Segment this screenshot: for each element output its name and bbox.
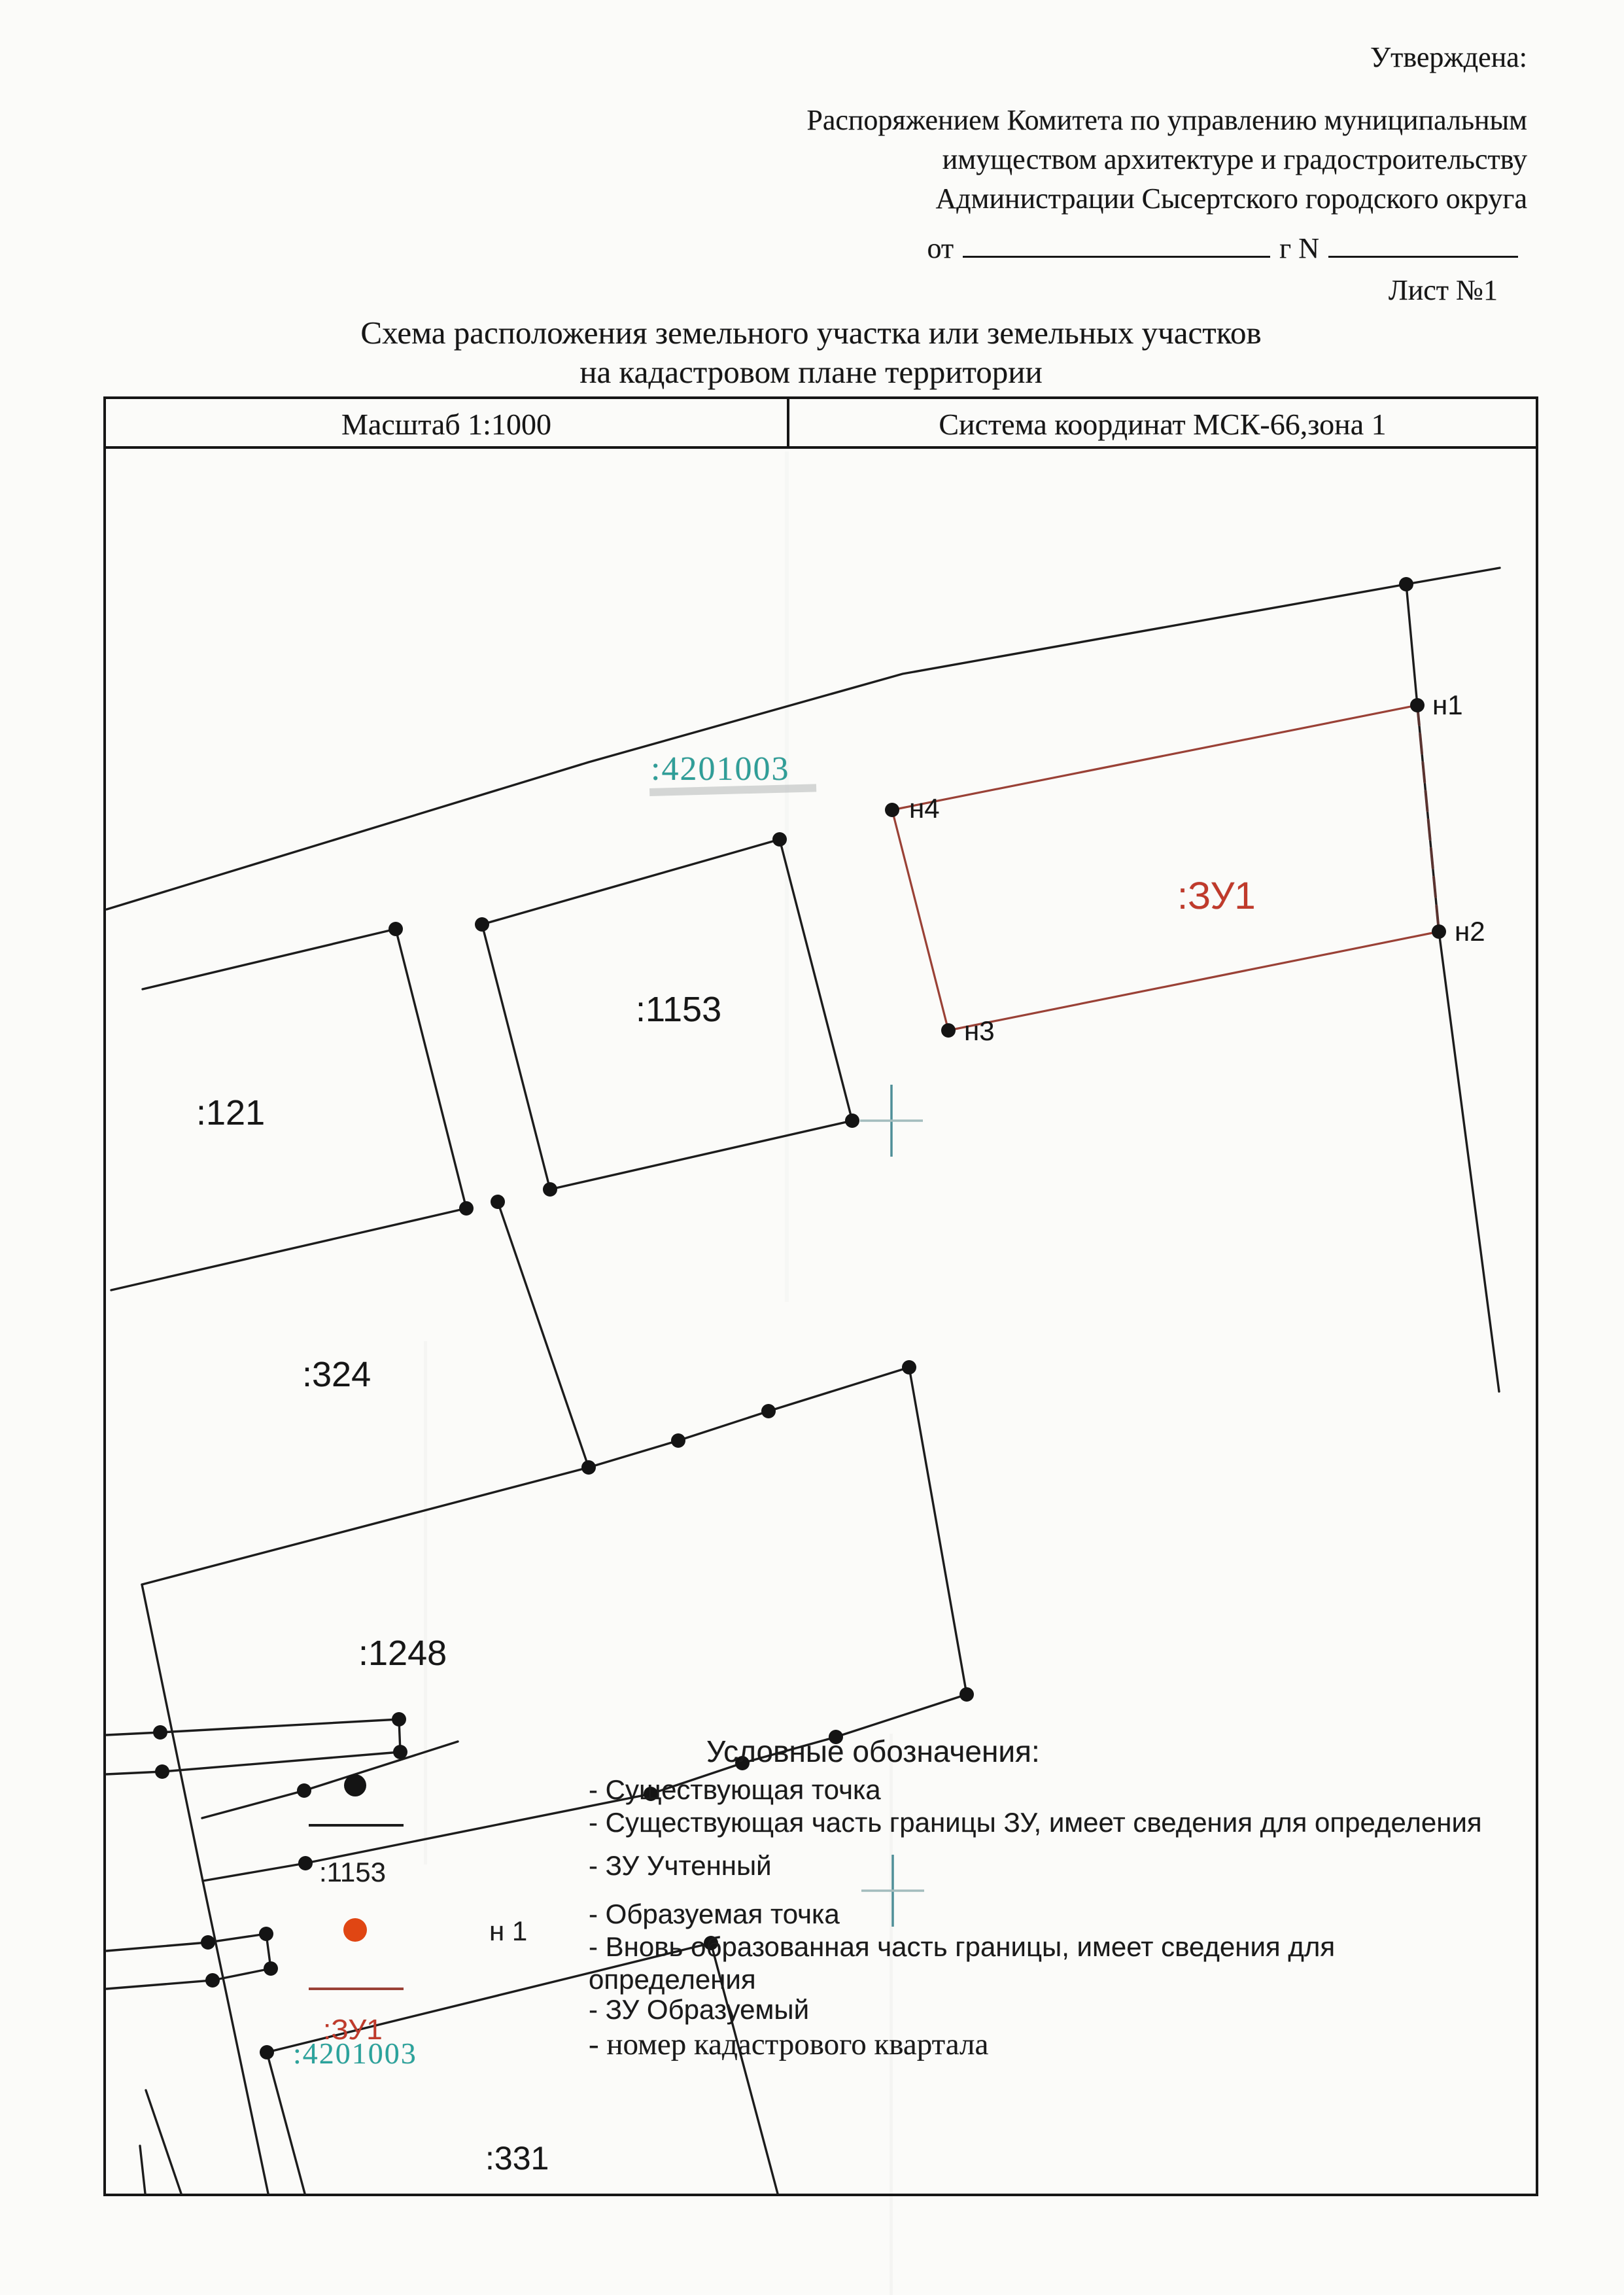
vertex-dot — [298, 1856, 313, 1870]
legend-row-new-point: - Образуемая точка — [589, 1899, 840, 1929]
legend-new-point-symbol — [343, 1918, 367, 1942]
vertex-dot — [959, 1687, 974, 1702]
legend-symbol-1153: :1153 — [319, 1857, 386, 1887]
label-n3: н3 — [964, 1015, 995, 1046]
map-line-bottom-extra-2 — [140, 2146, 145, 2194]
label-n1: н1 — [1432, 690, 1463, 720]
map-scale-cell: Масштаб 1:1000 — [341, 408, 551, 441]
map-line-steep-down — [498, 1202, 589, 1467]
page-title: Схема расположения земельного участка или земельных участков — [360, 315, 1262, 351]
approval-line: имуществом архитектуре и градостроительству — [942, 143, 1527, 175]
label-331: :331 — [485, 2140, 549, 2177]
legend-row-existing-boundary: - Существующая часть границы ЗУ, имеет сведения для определения — [589, 1807, 1482, 1838]
legend-title: Условные обозначения: — [706, 1734, 1040, 1768]
vertex-dot — [155, 1764, 169, 1779]
vertex-dot — [264, 1961, 278, 1976]
vertex-dot — [491, 1195, 505, 1209]
approval-line: Администрации Сысертского городского округа — [935, 183, 1527, 215]
legend-symbol-zu1: :ЗУ1 — [323, 2014, 383, 2046]
map-line-n1248-east — [589, 1367, 909, 1467]
map-line-fenceB-2 — [107, 1969, 271, 1989]
vertex-dot — [389, 922, 403, 936]
vertex-dot — [845, 1113, 859, 1128]
vertex-dot — [902, 1360, 916, 1375]
map-redline-zu1-n4-n1 — [892, 705, 1417, 810]
approval-line: Утверждена: — [1370, 41, 1527, 73]
legend-row-new-boundary: - Вновь образованная часть границы, имеет сведения для — [589, 1931, 1336, 1962]
approval-number-label: г N — [1279, 232, 1319, 264]
vertex-dot — [393, 1745, 407, 1759]
map-line-fenceB-1 — [107, 1934, 266, 1951]
vertex-dot — [885, 803, 899, 817]
legend-symbol-kvartal: :4201003 — [293, 2037, 417, 2070]
map-line-road — [107, 568, 1500, 909]
vertex-dot — [671, 1433, 685, 1448]
legend-symbol-n1: н 1 — [489, 1916, 528, 1946]
label-kvartal: :4201003 — [651, 750, 790, 788]
vertex-dot — [941, 1023, 956, 1038]
map-line-p121-right — [396, 929, 466, 1208]
map-redline-zu1-n4-n3 — [892, 810, 948, 1030]
legend-existing-point-symbol — [344, 1774, 366, 1796]
approval-line: Распоряжением Комитета по управлению муниципальным — [806, 104, 1527, 136]
vertex-dot — [297, 1783, 311, 1798]
vertex-dot — [153, 1725, 167, 1740]
page-subtitle: на кадастровом плане территории — [579, 354, 1043, 390]
map-redline-zu1-n3-n2 — [948, 932, 1439, 1030]
approval-from-label: от — [927, 232, 954, 264]
map-line-east-down — [909, 1367, 967, 1694]
map-line-p121-bottom — [111, 1208, 466, 1290]
map-line-fenceA-1 — [107, 1719, 399, 1735]
label-121: :121 — [196, 1093, 266, 1132]
map-line-p121-top — [143, 929, 396, 989]
vertex-dot — [772, 832, 787, 847]
vertex-dot — [761, 1404, 776, 1418]
vertex-dot — [260, 2045, 274, 2059]
map-crs-cell: Система координат МСК-66,зона 1 — [939, 408, 1387, 441]
legend-row-zu-formed: - ЗУ Образуемый — [589, 1994, 810, 2025]
vertex-dot — [1432, 924, 1446, 939]
vertex-dot — [1399, 577, 1413, 591]
legend-row-new-boundary-wrap: определения — [589, 1964, 756, 1995]
legend-row-existing-point: - Существующая точка — [589, 1774, 881, 1805]
map-line-p331-left — [267, 2052, 305, 2194]
label-1248: :1248 — [358, 1634, 447, 1673]
vertex-dot — [205, 1973, 220, 1988]
vertex-dot — [543, 1182, 557, 1197]
vertex-dot — [201, 1935, 215, 1950]
label-n2: н2 — [1455, 916, 1485, 947]
legend-row-kvartal-number: - номер кадастрового квартала — [589, 2027, 989, 2061]
vertex-dot — [581, 1460, 596, 1475]
vertex-dot — [392, 1712, 406, 1726]
label-324: :324 — [302, 1355, 371, 1394]
map-line-fenceA-2 — [107, 1752, 400, 1774]
sheet-label: Лист №1 — [1388, 274, 1498, 306]
map-line-stray-line — [202, 1742, 458, 1818]
vertex-dot — [475, 917, 489, 932]
map-line-bottom-extra-1 — [146, 2090, 181, 2194]
map-line-n1248-west — [142, 1467, 589, 1585]
vertex-dot — [1410, 698, 1425, 712]
label-1153: :1153 — [636, 990, 722, 1029]
vertex-dot — [259, 1927, 273, 1941]
legend-row-zu-registered: - ЗУ Учтенный — [589, 1850, 772, 1881]
label-n4: н4 — [909, 793, 940, 824]
vertex-dot — [459, 1201, 474, 1216]
map-line-left-steep — [142, 1585, 268, 2194]
label-zu1: :ЗУ1 — [1177, 875, 1256, 917]
